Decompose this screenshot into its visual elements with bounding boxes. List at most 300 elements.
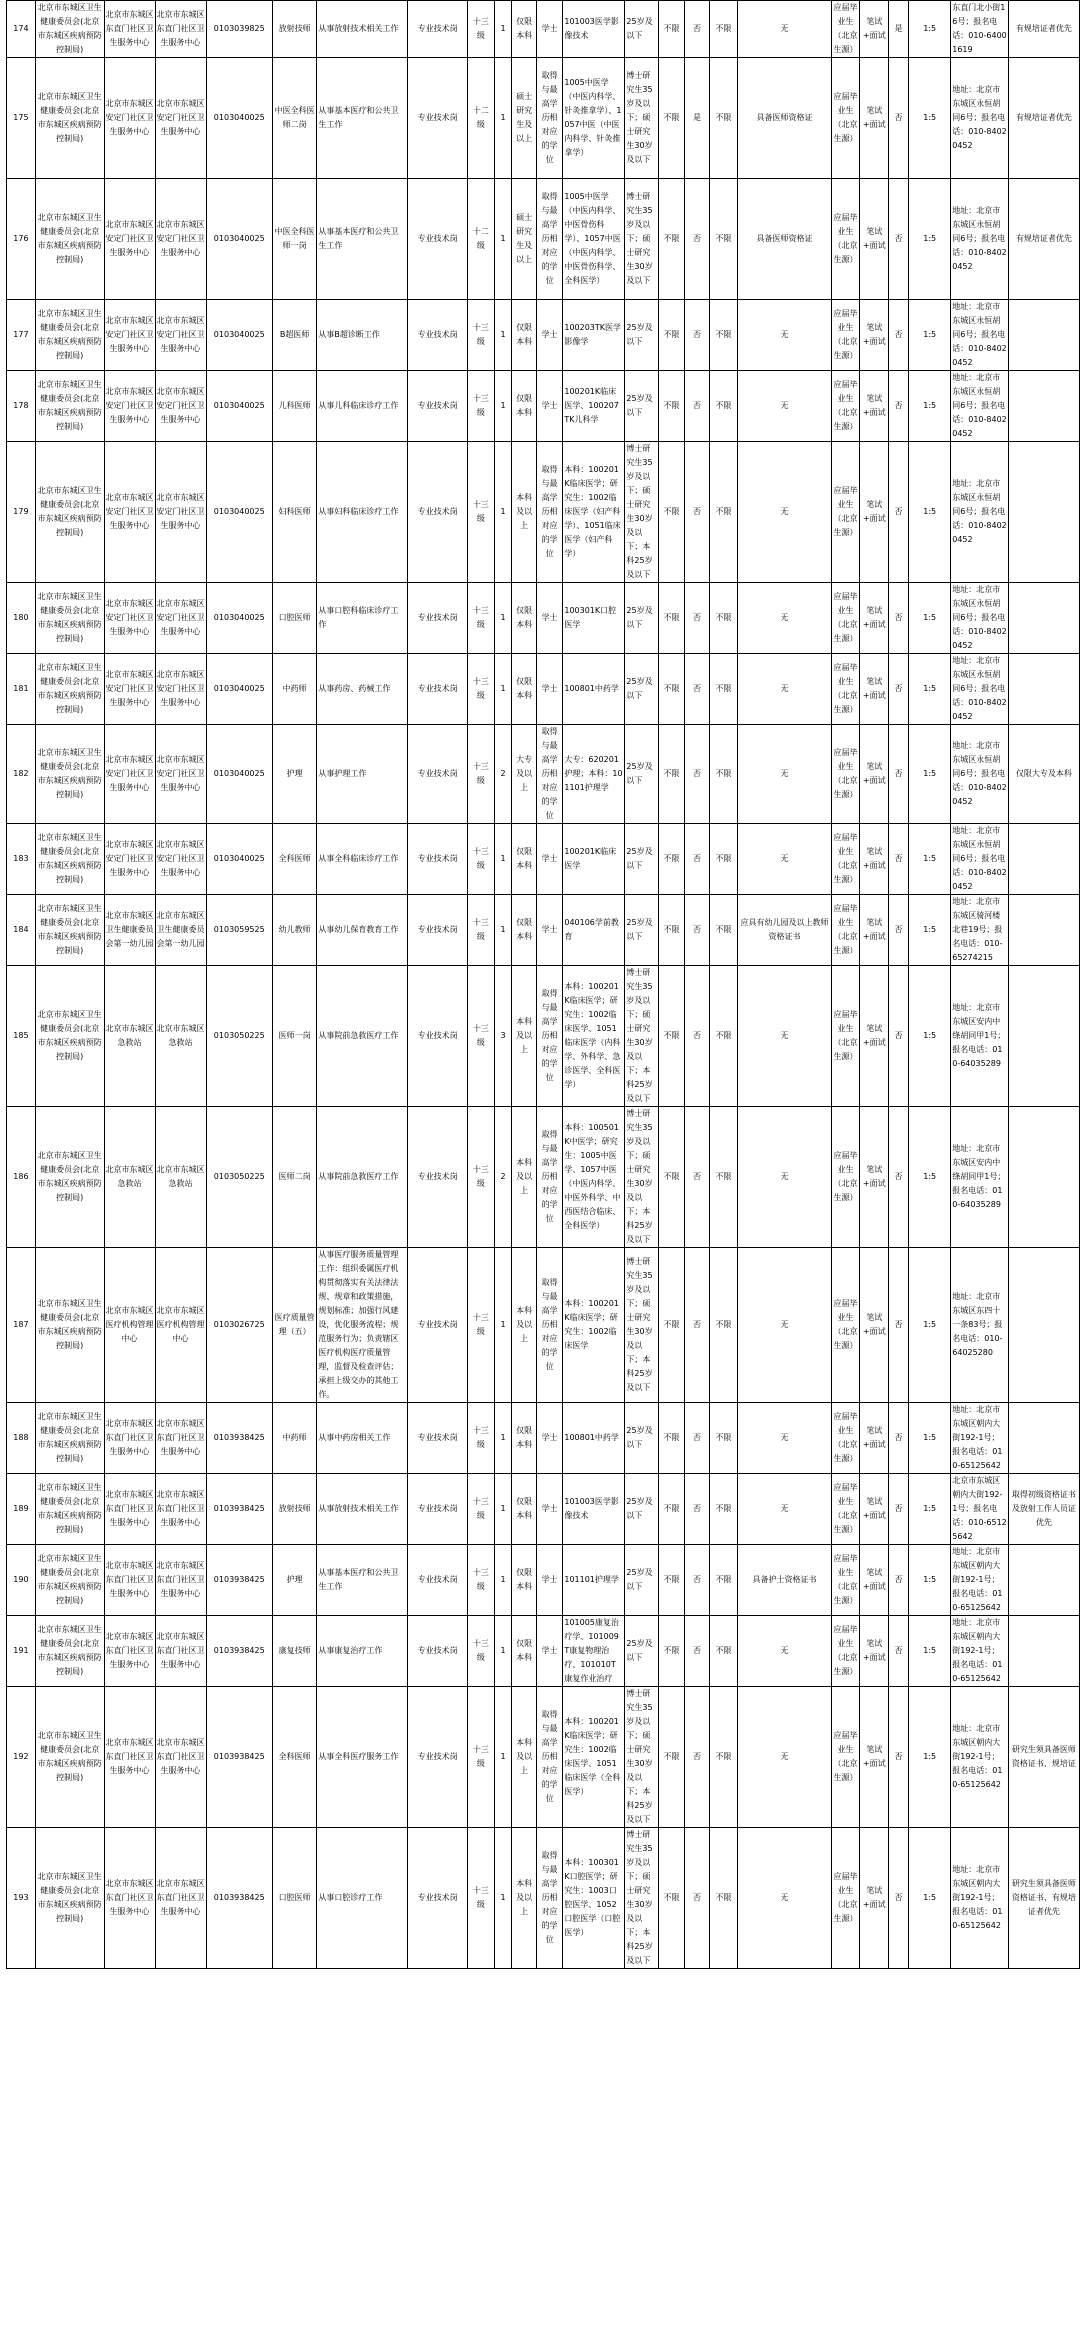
cell-major: 101005康复治疗学、101009T康复物理治疗、101010T康复作业治疗 [563, 1616, 625, 1687]
cell-age: 博士研究生35岁及以下；硕士研究生30岁及以下；本科25岁及以下 [625, 1107, 658, 1248]
cell-code: 0103938425 [206, 1545, 273, 1616]
cell-exam: 笔试+面试 [860, 1, 889, 58]
cell-level: 十三级 [468, 1545, 495, 1616]
cell-sub: 北京市东城区东直门社区卫生服务中心 [155, 1545, 206, 1616]
cell-no: 188 [7, 1403, 36, 1474]
table-row [7, 895, 1080, 966]
cell-pol: 不限 [658, 966, 685, 1107]
cell-exam: 笔试+面试 [860, 824, 889, 895]
cell-duty: 从事全科医疗服务工作 [317, 1687, 408, 1828]
cell-code: 0103938425 [206, 1828, 273, 1969]
cell-duty: 从事口腔科临床诊疗工作 [317, 583, 408, 654]
cell-age: 25岁及以下 [625, 895, 658, 966]
cell-type: 专业技术岗 [408, 442, 468, 583]
cell-sub: 北京市东城区急救站 [155, 1107, 206, 1248]
cell-code: 0103040025 [206, 654, 273, 725]
cell-num: 1 [494, 442, 512, 583]
cell-sub: 北京市东城区急救站 [155, 966, 206, 1107]
cell-exam: 笔试+面试 [860, 966, 889, 1107]
cell-pass: 1:5 [909, 583, 951, 654]
cell-exam: 笔试+面试 [860, 725, 889, 824]
cell-degree: 取得与最高学历相对应的学位 [536, 1248, 563, 1403]
cell-code: 0103039825 [206, 1, 273, 58]
cell-post: 中医全科医师一岗 [273, 179, 317, 300]
cell-exam: 笔试+面试 [860, 1403, 889, 1474]
cell-dept: 北京市东城区卫生健康委员会(北京市东城区疾病预防控制局) [35, 895, 104, 966]
cell-pass: 1:5 [909, 1545, 951, 1616]
cell-sub: 北京市东城区东直门社区卫生服务中心 [155, 1616, 206, 1687]
cell-pass: 1:5 [909, 895, 951, 966]
cell-sub: 北京市东城区安定门社区卫生服务中心 [155, 442, 206, 583]
cell-place: 不限 [709, 1687, 738, 1828]
cell-major: 100201K临床医学、100207TK儿科学 [563, 371, 625, 442]
cell-pol: 不限 [658, 1248, 685, 1403]
cell-dept: 北京市东城区卫生健康委员会(北京市东城区疾病预防控制局) [35, 442, 104, 583]
cell-ratio: 否 [889, 442, 909, 583]
cell-unit: 北京市东城区安定门社区卫生服务中心 [104, 824, 155, 895]
cell-note: 有规培证者优先 [1008, 1, 1079, 58]
cell-type: 专业技术岗 [408, 1828, 468, 1969]
cell-no: 180 [7, 583, 36, 654]
cell-edu: 仅限本科 [512, 583, 536, 654]
cell-major: 本科：100201K临床医学；研究生：1002临床医学、1051临床医学（全科医学） [563, 1687, 625, 1828]
cell-contact: 地址：北京市东城区永恒胡同6号；报名电话：010-84020452 [951, 179, 1009, 300]
cell-edu: 本科及以上 [512, 442, 536, 583]
cell-level: 十三级 [468, 1687, 495, 1828]
cell-sub: 北京市东城区安定门社区卫生服务中心 [155, 179, 206, 300]
cell-pass: 1:5 [909, 179, 951, 300]
cell-contact: 地址：北京市东城区安内中绦胡同甲1号；报名电话：010-64035289 [951, 966, 1009, 1107]
cell-place: 不限 [709, 1616, 738, 1687]
cell-duty: 从事放射技术相关工作 [317, 1, 408, 58]
cell-no: 176 [7, 179, 36, 300]
cell-duty: 从事幼儿保育教育工作 [317, 895, 408, 966]
cell-dis: 否 [685, 179, 709, 300]
cell-dept: 北京市东城区卫生健康委员会(北京市东城区疾病预防控制局) [35, 1687, 104, 1828]
cell-note [1008, 1403, 1079, 1474]
cell-contact: 地址：北京市东城区永恒胡同6号；报名电话：010-84020452 [951, 371, 1009, 442]
cell-src: 应届毕业生（北京生源） [831, 1, 860, 58]
cell-ratio: 否 [889, 824, 909, 895]
table-row [7, 966, 1080, 1107]
cell-age: 25岁及以下 [625, 371, 658, 442]
cell-place: 不限 [709, 179, 738, 300]
cell-code: 0103040025 [206, 371, 273, 442]
cell-duty: 从事基本医疗和公共卫生工作 [317, 1545, 408, 1616]
cell-no: 174 [7, 1, 36, 58]
cell-level: 十三级 [468, 654, 495, 725]
cell-ratio: 否 [889, 1828, 909, 1969]
cell-ratio: 否 [889, 1403, 909, 1474]
cell-unit: 北京市东城区安定门社区卫生服务中心 [104, 654, 155, 725]
cell-no: 192 [7, 1687, 36, 1828]
cell-code: 0103040025 [206, 725, 273, 824]
cell-other: 无 [738, 725, 831, 824]
cell-type: 专业技术岗 [408, 1248, 468, 1403]
cell-degree: 取得与最高学历相对应的学位 [536, 725, 563, 824]
cell-no: 193 [7, 1828, 36, 1969]
cell-duty: 从事药房、药械工作 [317, 654, 408, 725]
cell-no: 187 [7, 1248, 36, 1403]
cell-place: 不限 [709, 895, 738, 966]
cell-ratio: 否 [889, 966, 909, 1107]
cell-dept: 北京市东城区卫生健康委员会(北京市东城区疾病预防控制局) [35, 1474, 104, 1545]
cell-exam: 笔试+面试 [860, 1107, 889, 1248]
cell-edu: 本科及以上 [512, 1828, 536, 1969]
cell-edu: 仅限本科 [512, 371, 536, 442]
cell-other: 无 [738, 1616, 831, 1687]
cell-post: 中药师 [273, 654, 317, 725]
cell-place: 不限 [709, 442, 738, 583]
cell-contact: 地址：北京市东城区永恒胡同6号；报名电话：010-84020452 [951, 58, 1009, 179]
cell-num: 1 [494, 1687, 512, 1828]
cell-src: 应届毕业生（北京生源） [831, 300, 860, 371]
cell-no: 191 [7, 1616, 36, 1687]
cell-duty: 从事妇科临床诊疗工作 [317, 442, 408, 583]
cell-sub: 北京市东城区安定门社区卫生服务中心 [155, 300, 206, 371]
table-row [7, 442, 1080, 583]
cell-level: 十二级 [468, 58, 495, 179]
cell-place: 不限 [709, 824, 738, 895]
cell-note: 取得初级资格证书及放射工作人员证优先 [1008, 1474, 1079, 1545]
cell-src: 应届毕业生（北京生源） [831, 1616, 860, 1687]
cell-pol: 不限 [658, 1107, 685, 1248]
cell-edu: 仅限本科 [512, 654, 536, 725]
cell-contact: 地址：北京市东城区朝内大街192-1号；报名电话：010-65125642 [951, 1687, 1009, 1828]
cell-dis: 否 [685, 371, 709, 442]
cell-level: 十三级 [468, 725, 495, 824]
cell-sub: 北京市东城区医疗机构管理中心 [155, 1248, 206, 1403]
cell-type: 专业技术岗 [408, 1403, 468, 1474]
cell-sub: 北京市东城区安定门社区卫生服务中心 [155, 583, 206, 654]
cell-other: 应具有幼儿园及以上教师资格证书 [738, 895, 831, 966]
cell-age: 博士研究生35岁及以下；硕士研究生30岁及以下；本科25岁及以下 [625, 966, 658, 1107]
cell-duty: 从事口腔诊疗工作 [317, 1828, 408, 1969]
cell-dis: 否 [685, 1474, 709, 1545]
cell-src: 应届毕业生（北京生源） [831, 1474, 860, 1545]
cell-pol: 不限 [658, 1474, 685, 1545]
cell-note [1008, 1248, 1079, 1403]
cell-dept: 北京市东城区卫生健康委员会(北京市东城区疾病预防控制局) [35, 725, 104, 824]
cell-degree: 学士 [536, 371, 563, 442]
cell-sub: 北京市东城区东直门社区卫生服务中心 [155, 1828, 206, 1969]
cell-age: 博士研究生35岁及以下；硕士研究生30岁及以下；本科25岁及以下 [625, 1248, 658, 1403]
cell-duty: 从事基本医疗和公共卫生工作 [317, 58, 408, 179]
cell-unit: 北京市东城区东直门社区卫生服务中心 [104, 1403, 155, 1474]
cell-unit: 北京市东城区东直门社区卫生服务中心 [104, 1474, 155, 1545]
cell-degree: 学士 [536, 654, 563, 725]
table-row [7, 1107, 1080, 1248]
cell-contact: 地址：北京市东城区永恒胡同6号；报名电话：010-84020452 [951, 442, 1009, 583]
cell-contact: 地址：北京市东城区永恒胡同6号；报名电话：010-84020452 [951, 654, 1009, 725]
cell-duty: 从事护理工作 [317, 725, 408, 824]
cell-sub: 北京市东城区安定门社区卫生服务中心 [155, 58, 206, 179]
cell-ratio: 否 [889, 1474, 909, 1545]
table-row [7, 300, 1080, 371]
cell-degree: 学士 [536, 1403, 563, 1474]
cell-level: 十三级 [468, 1107, 495, 1248]
table-row [7, 654, 1080, 725]
cell-degree: 学士 [536, 1616, 563, 1687]
cell-unit: 北京市东城区安定门社区卫生服务中心 [104, 300, 155, 371]
cell-place: 不限 [709, 371, 738, 442]
cell-pass: 1:5 [909, 654, 951, 725]
cell-num: 2 [494, 1107, 512, 1248]
cell-age: 25岁及以下 [625, 824, 658, 895]
cell-src: 应届毕业生（北京生源） [831, 1545, 860, 1616]
cell-dis: 否 [685, 1616, 709, 1687]
cell-num: 1 [494, 895, 512, 966]
cell-major: 本科：100201K临床医学；研究生：1002临床医学（妇产科学）、1051临床医学（妇产科学） [563, 442, 625, 583]
cell-post: 康复技师 [273, 1616, 317, 1687]
cell-contact: 地址：北京市东城区永恒胡同6号；报名电话：010-84020452 [951, 583, 1009, 654]
cell-exam: 笔试+面试 [860, 1687, 889, 1828]
cell-post: 放射技师 [273, 1474, 317, 1545]
page-bottom-margin [0, 2305, 1080, 2341]
cell-exam: 笔试+面试 [860, 1828, 889, 1969]
cell-pass: 1:5 [909, 442, 951, 583]
cell-degree: 取得与最高学历相对应的学位 [536, 1687, 563, 1828]
cell-type: 专业技术岗 [408, 824, 468, 895]
cell-no: 185 [7, 966, 36, 1107]
cell-note [1008, 1545, 1079, 1616]
cell-sub: 北京市东城区东直门社区卫生服务中心 [155, 1687, 206, 1828]
cell-place: 不限 [709, 1403, 738, 1474]
cell-other: 无 [738, 1403, 831, 1474]
cell-level: 十二级 [468, 179, 495, 300]
cell-place: 不限 [709, 654, 738, 725]
cell-contact: 地址：北京市东城区东四十一条83号；报名电话：010-64025280 [951, 1248, 1009, 1403]
cell-code: 0103050225 [206, 966, 273, 1107]
cell-code: 0103026725 [206, 1248, 273, 1403]
cell-other: 无 [738, 371, 831, 442]
cell-edu: 本科及以上 [512, 1687, 536, 1828]
cell-num: 3 [494, 966, 512, 1107]
cell-place: 不限 [709, 58, 738, 179]
cell-dis: 否 [685, 1107, 709, 1248]
cell-dis: 否 [685, 1248, 709, 1403]
cell-pol: 不限 [658, 179, 685, 300]
cell-dept: 北京市东城区卫生健康委员会(北京市东城区疾病预防控制局) [35, 1545, 104, 1616]
cell-exam: 笔试+面试 [860, 1545, 889, 1616]
cell-src: 应届毕业生（北京生源） [831, 58, 860, 179]
cell-contact: 地址：北京市东城区安内中绦胡同甲1号；报名电话：010-64035289 [951, 1107, 1009, 1248]
cell-pass: 1:5 [909, 966, 951, 1107]
cell-pol: 不限 [658, 1403, 685, 1474]
cell-ratio: 否 [889, 1545, 909, 1616]
cell-no: 178 [7, 371, 36, 442]
cell-level: 十三级 [468, 1, 495, 58]
cell-pass: 1:5 [909, 1687, 951, 1828]
cell-code: 0103040025 [206, 442, 273, 583]
cell-note [1008, 1107, 1079, 1248]
cell-dis: 否 [685, 1687, 709, 1828]
cell-code: 0103050225 [206, 1107, 273, 1248]
cell-no: 177 [7, 300, 36, 371]
table-row [7, 583, 1080, 654]
cell-src: 应届毕业生（北京生源） [831, 725, 860, 824]
cell-place: 不限 [709, 1, 738, 58]
cell-pol: 不限 [658, 1616, 685, 1687]
cell-other: 无 [738, 654, 831, 725]
cell-note [1008, 442, 1079, 583]
cell-place: 不限 [709, 300, 738, 371]
cell-exam: 笔试+面试 [860, 300, 889, 371]
cell-unit: 北京市东城区安定门社区卫生服务中心 [104, 442, 155, 583]
cell-post: 全科医师 [273, 1687, 317, 1828]
cell-unit: 北京市东城区东直门社区卫生服务中心 [104, 1, 155, 58]
cell-edu: 硕士研究生及以上 [512, 58, 536, 179]
cell-edu: 仅限本科 [512, 1616, 536, 1687]
cell-major: 100201K临床医学 [563, 824, 625, 895]
cell-type: 专业技术岗 [408, 1107, 468, 1248]
cell-age: 博士研究生35岁及以下；硕士研究生30岁及以下；本科25岁及以下 [625, 1687, 658, 1828]
cell-age: 25岁及以下 [625, 300, 658, 371]
cell-src: 应届毕业生（北京生源） [831, 1687, 860, 1828]
cell-age: 25岁及以下 [625, 725, 658, 824]
cell-code: 0103040025 [206, 300, 273, 371]
cell-level: 十三级 [468, 1616, 495, 1687]
cell-src: 应届毕业生（北京生源） [831, 1107, 860, 1248]
cell-age: 25岁及以下 [625, 583, 658, 654]
cell-pol: 不限 [658, 1687, 685, 1828]
cell-pass: 1:5 [909, 1403, 951, 1474]
cell-sub: 北京市东城区安定门社区卫生服务中心 [155, 824, 206, 895]
cell-dis: 否 [685, 442, 709, 583]
cell-ratio: 否 [889, 725, 909, 824]
cell-sub: 北京市东城区安定门社区卫生服务中心 [155, 654, 206, 725]
cell-post: 放射技师 [273, 1, 317, 58]
table-row [7, 371, 1080, 442]
cell-duty: 从事医疗服务质量管理工作：组织委属医疗机构贯彻落实有关法律法规、规章和政策措施，规划标准；加强行风建设，优化服务流程；规范服务行为；负责辖区医疗机构医疗质量管理，监督及检查评估；承担上级交办的其他工作。 [317, 1248, 408, 1403]
cell-sub: 北京市东城区东直门社区卫生服务中心 [155, 1, 206, 58]
cell-ratio: 否 [889, 1107, 909, 1248]
table-row [7, 1248, 1080, 1403]
cell-contact: 地址：北京市东城区朝内大街192-1号；报名电话：010-65125642 [951, 1828, 1009, 1969]
cell-pass: 1:5 [909, 1474, 951, 1545]
cell-src: 应届毕业生（北京生源） [831, 583, 860, 654]
cell-type: 专业技术岗 [408, 300, 468, 371]
cell-duty: 从事儿科临床诊疗工作 [317, 371, 408, 442]
cell-major: 100203TK医学影像学 [563, 300, 625, 371]
cell-place: 不限 [709, 966, 738, 1107]
table-row [7, 179, 1080, 300]
cell-level: 十三级 [468, 1403, 495, 1474]
cell-src: 应届毕业生（北京生源） [831, 824, 860, 895]
cell-type: 专业技术岗 [408, 966, 468, 1107]
cell-degree: 取得与最高学历相对应的学位 [536, 58, 563, 179]
cell-other: 无 [738, 824, 831, 895]
cell-edu: 仅限本科 [512, 1403, 536, 1474]
cell-age: 博士研究生35岁及以下；硕士研究生30岁及以下 [625, 179, 658, 300]
cell-edu: 大专及以上 [512, 725, 536, 824]
cell-num: 1 [494, 1474, 512, 1545]
cell-degree: 学士 [536, 895, 563, 966]
cell-age: 博士研究生35岁及以下；硕士研究生30岁及以下；本科25岁及以下 [625, 1828, 658, 1969]
cell-major: 本科：100201K临床医学；研究生：1002临床医学、1051临床医学（内科学、外科学、急诊医学、全科医学） [563, 966, 625, 1107]
cell-dept: 北京市东城区卫生健康委员会(北京市东城区疾病预防控制局) [35, 1616, 104, 1687]
cell-unit: 北京市东城区安定门社区卫生服务中心 [104, 725, 155, 824]
cell-other: 无 [738, 966, 831, 1107]
cell-num: 1 [494, 583, 512, 654]
cell-pol: 不限 [658, 1545, 685, 1616]
cell-note [1008, 583, 1079, 654]
recruitment-table [6, 0, 1080, 1969]
cell-dis: 否 [685, 300, 709, 371]
cell-post: 口腔医师 [273, 583, 317, 654]
cell-src: 应届毕业生（北京生源） [831, 371, 860, 442]
cell-sub: 北京市东城区东直门社区卫生服务中心 [155, 1403, 206, 1474]
cell-other: 无 [738, 1, 831, 58]
cell-level: 十三级 [468, 824, 495, 895]
cell-other: 无 [738, 1248, 831, 1403]
cell-unit: 北京市东城区东直门社区卫生服务中心 [104, 1828, 155, 1969]
cell-pol: 不限 [658, 300, 685, 371]
cell-duty: 从事全科临床诊疗工作 [317, 824, 408, 895]
cell-age: 25岁及以下 [625, 1616, 658, 1687]
cell-note [1008, 300, 1079, 371]
cell-major: 1005中医学（中医内科学、中医骨伤科学）、1057中医（中医内科学、中医骨伤科学、全科医学） [563, 179, 625, 300]
cell-duty: 从事放射技术相关工作 [317, 1474, 408, 1545]
cell-ratio: 否 [889, 583, 909, 654]
cell-exam: 笔试+面试 [860, 179, 889, 300]
cell-src: 应届毕业生（北京生源） [831, 654, 860, 725]
table-row [7, 1474, 1080, 1545]
cell-dis: 否 [685, 966, 709, 1107]
cell-degree: 取得与最高学历相对应的学位 [536, 179, 563, 300]
cell-note: 有规培证者优先 [1008, 58, 1079, 179]
cell-place: 不限 [709, 725, 738, 824]
cell-exam: 笔试+面试 [860, 1616, 889, 1687]
cell-other: 无 [738, 1474, 831, 1545]
cell-exam: 笔试+面试 [860, 583, 889, 654]
cell-pass: 1:5 [909, 1828, 951, 1969]
cell-degree: 学士 [536, 1, 563, 58]
cell-ratio: 否 [889, 1616, 909, 1687]
cell-code: 0103040025 [206, 58, 273, 179]
cell-place: 不限 [709, 583, 738, 654]
cell-degree: 学士 [536, 583, 563, 654]
cell-ratio: 否 [889, 1687, 909, 1828]
cell-place: 不限 [709, 1248, 738, 1403]
cell-type: 专业技术岗 [408, 1616, 468, 1687]
cell-level: 十三级 [468, 1248, 495, 1403]
cell-num: 1 [494, 1248, 512, 1403]
cell-exam: 笔试+面试 [860, 371, 889, 442]
cell-type: 专业技术岗 [408, 1687, 468, 1828]
cell-dept: 北京市东城区卫生健康委员会(北京市东城区疾病预防控制局) [35, 1403, 104, 1474]
cell-dept: 北京市东城区卫生健康委员会(北京市东城区疾病预防控制局) [35, 824, 104, 895]
cell-pass: 1:5 [909, 58, 951, 179]
cell-other: 无 [738, 583, 831, 654]
cell-major: 040106学前教育 [563, 895, 625, 966]
cell-dis: 否 [685, 895, 709, 966]
cell-major: 100801中药学 [563, 654, 625, 725]
cell-level: 十三级 [468, 583, 495, 654]
cell-age: 博士研究生35岁及以下；硕士研究生30岁及以下；本科25岁及以下 [625, 442, 658, 583]
cell-exam: 笔试+面试 [860, 442, 889, 583]
cell-major: 本科：100501K中医学；研究生：1005中医学、1057中医（中医内科学、中医外科学、中西医结合临床、全科医学） [563, 1107, 625, 1248]
cell-sub: 北京市东城区安定门社区卫生服务中心 [155, 725, 206, 824]
cell-level: 十三级 [468, 371, 495, 442]
cell-pass: 1:5 [909, 1107, 951, 1248]
cell-contact: 地址：北京市东城区骑河楼北巷19号；报名电话：010-65274215 [951, 895, 1009, 966]
cell-age: 25岁及以下 [625, 1403, 658, 1474]
cell-degree: 学士 [536, 1474, 563, 1545]
cell-post: 口腔医师 [273, 1828, 317, 1969]
cell-dis: 否 [685, 1, 709, 58]
cell-src: 应届毕业生（北京生源） [831, 442, 860, 583]
